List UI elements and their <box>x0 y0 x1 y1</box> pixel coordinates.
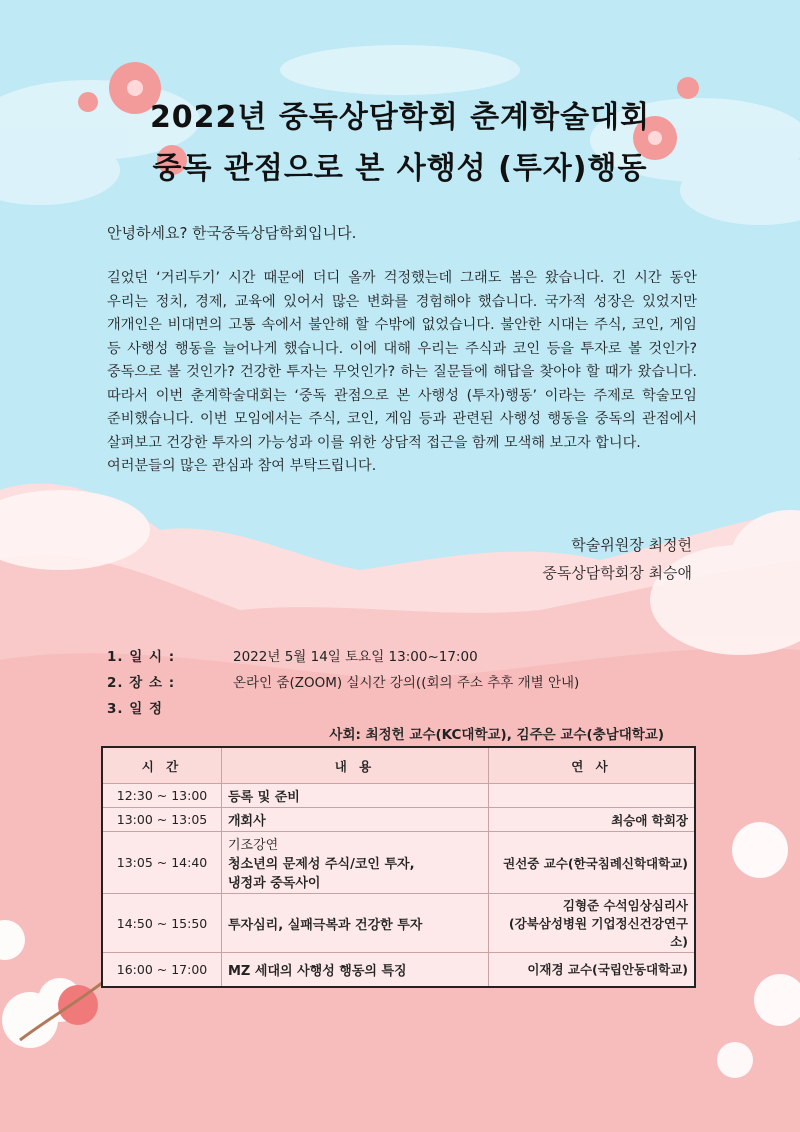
signature-committee-chair: 학술위원장 최정헌 <box>571 536 692 554</box>
speaker-affiliation: (강북삼성병원 기업정신건강연구소) <box>508 916 688 949</box>
date-label: 1. 일 시 : <box>107 649 176 665</box>
keynote-title-line-2: 냉정과 중독사이 <box>228 876 321 891</box>
table-row <box>102 894 695 953</box>
cell-content: 등록 및 준비 <box>222 784 489 808</box>
body-text <box>107 267 697 479</box>
keynote-label: 기조강연 <box>228 838 279 853</box>
table-row <box>102 784 695 808</box>
place-label: 2. 장 소 : <box>107 675 176 691</box>
info-schedule <box>107 697 233 717</box>
info-date <box>107 645 478 665</box>
cell-time: 14:50 ~ 15:50 <box>102 894 222 953</box>
schedule-table <box>101 746 696 988</box>
body-closing: 여러분들의 많은 관심과 참여 부탁드립니다. <box>107 458 377 474</box>
moderator: 사회: 최정헌 교수(KC대학교), 김주은 교수(충남대학교) <box>329 727 664 743</box>
cell-time: 16:00 ~ 17:00 <box>102 953 222 987</box>
cell-content <box>222 832 489 894</box>
date-value: 2022년 5월 14일 토요일 13:00~17:00 <box>233 649 478 665</box>
table-row <box>102 953 695 987</box>
cell-time: 12:30 ~ 13:00 <box>102 784 222 808</box>
place-value: 온라인 줌(ZOOM) 실시간 강의((회의 주소 추후 개별 안내) <box>233 675 580 691</box>
speaker-name: 김형준 수석임상심리사 <box>562 898 688 913</box>
header-content: 내 용 <box>222 747 489 784</box>
cell-content: 개회사 <box>222 808 489 832</box>
cell-time: 13:05 ~ 14:40 <box>102 832 222 894</box>
title-line-1: 2022년 중독상담학회 춘계학술대회 <box>149 100 651 135</box>
cell-content: MZ 세대의 사행성 행동의 특징 <box>222 953 489 987</box>
table-row <box>102 808 695 832</box>
cell-content: 투자심리, 실패극복과 건강한 투자 <box>222 894 489 953</box>
keynote-title-line-1: 청소년의 문제성 주식/코인 투자, <box>228 857 415 872</box>
table-row <box>102 832 695 894</box>
cell-speaker <box>489 784 696 808</box>
cell-speaker: 권선중 교수(한국침례신학대학교) <box>489 832 696 894</box>
greeting: 안녕하세요? 한국중독상담학회입니다. <box>107 224 357 242</box>
cell-speaker: 이재경 교수(국립안동대학교) <box>489 953 696 987</box>
body-paragraph: 길었던 ‘거리두기’ 시간 때문에 더디 올까 걱정했는데 그래도 봄은 왔습니다. 긴 시간 동안 우리는 정치, 경제, 교육에 있어서 많은 변화를 경험해야 했습니다. 국가적 성장은 있었지만 개개인은 비대면의 고통 속에서 불안해 할 수밖에 없었습니다. 불안한 시대는 주식, 코인, 게임 등 사행성 행동을 늘어나게 했습니다. 이에 대해 우리는 주식과 코인 등을 투자로 볼 것인가? 중독으로 볼 것인가? 건강한 투자는 무엇인가? 하는 질문들에 해답을 찾아야 할 때가 왔습니다. 따라서 이번 춘계학술대회는 ‘중독 관점으로 본 사행성 (투자)행동’ 이라는 주제로 학술모임 준비했습니다. 이번 모임에서는 주식, 코인, 게임 등과 관련된 사행성 행동을 중독의 관점에서 살펴보고 건강한 투자의 가능성과 이를 위한 상담적 접근을 함께 모색해 보고자 합니다. <box>107 270 697 451</box>
header-speaker: 연 사 <box>489 747 696 784</box>
cell-time: 13:00 ~ 13:05 <box>102 808 222 832</box>
table-header-row <box>102 747 695 784</box>
cell-speaker <box>489 894 696 953</box>
cell-speaker: 최승애 학회장 <box>489 808 696 832</box>
header-time: 시 간 <box>102 747 222 784</box>
info-place <box>107 671 579 691</box>
title-line-2: 중독 관점으로 본 사행성 (투자)행동 <box>152 151 648 186</box>
schedule-label: 3. 일 정 <box>107 701 164 717</box>
signature-president: 중독상담학회장 최승애 <box>542 564 692 582</box>
